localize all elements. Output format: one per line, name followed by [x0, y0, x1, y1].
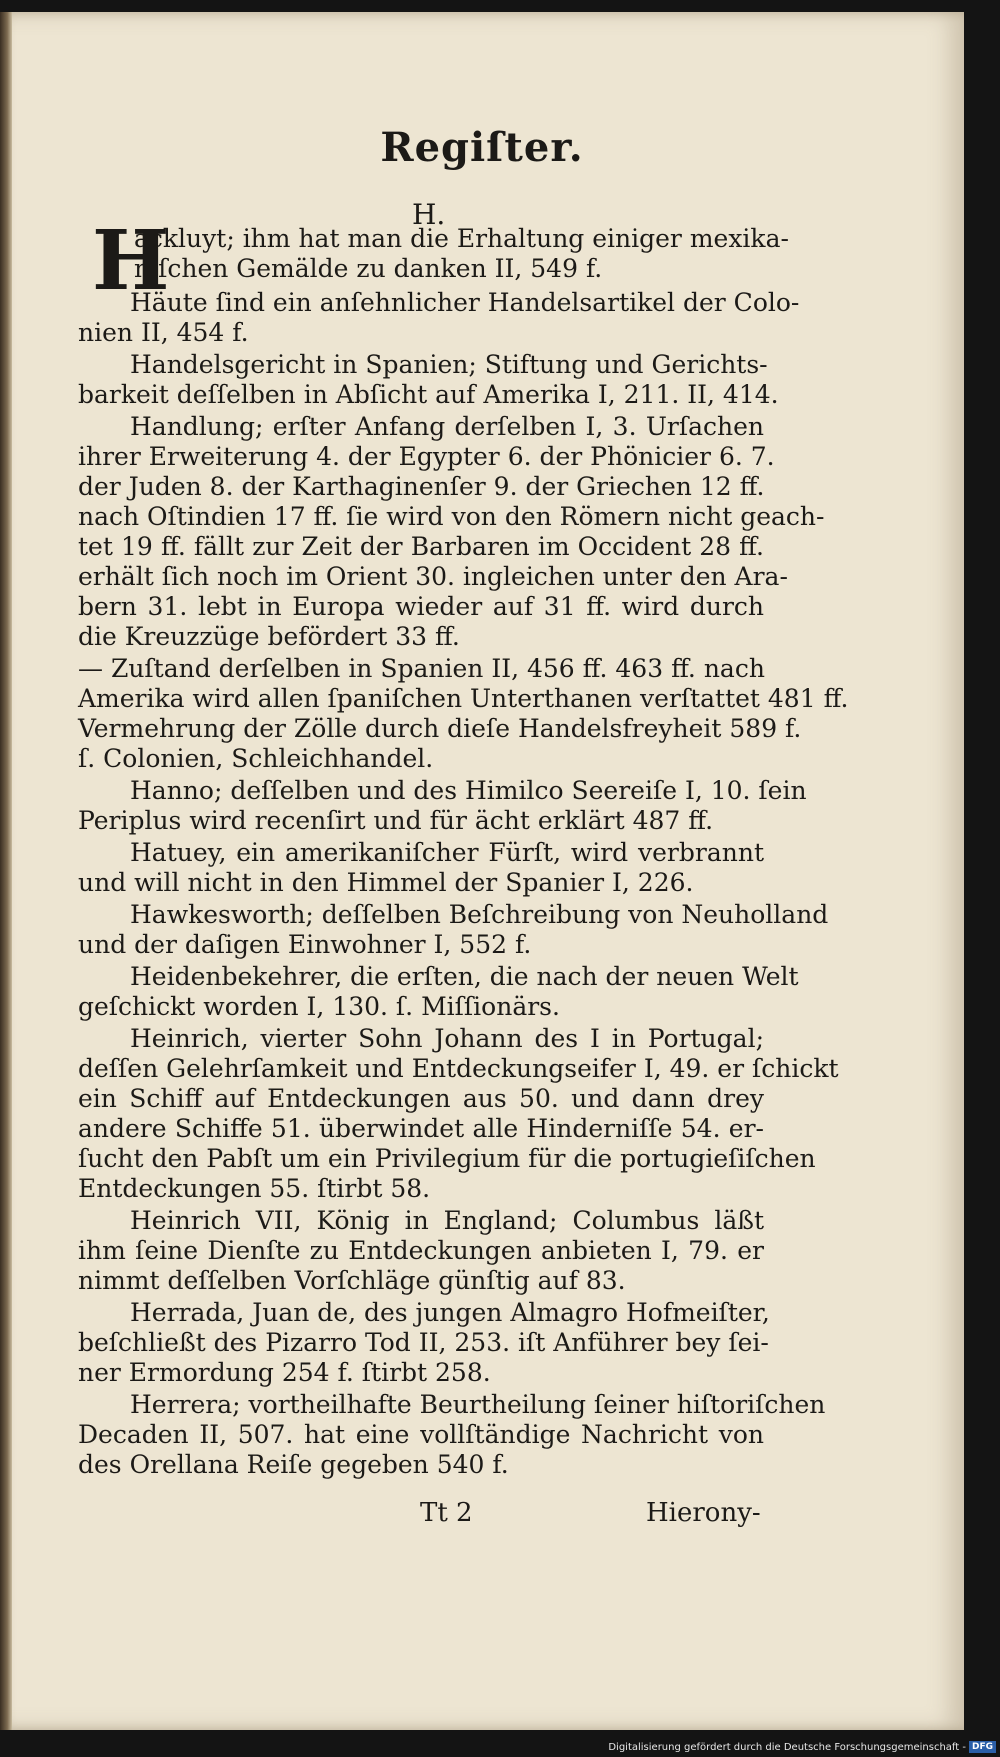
running-title: Regiſter.: [380, 124, 584, 171]
text-line: Decaden II, 507. hat eine vollſtändige Nachricht von: [78, 1420, 764, 1449]
text-line: Heinrich VII, König in England; Columbus läßt: [130, 1206, 764, 1235]
text-line: niſchen Gemälde zu danken II, 549 f.: [134, 254, 603, 283]
text-line: — Zuſtand derſelben in Spanien II, 456 ff. 463 ff. nach: [78, 654, 765, 683]
text-line: Entdeckungen 55. ſtirbt 58.: [78, 1174, 431, 1203]
text-line: ſ. Colonien, Schleichhandel.: [78, 744, 434, 773]
signature-mark: Tt 2: [420, 1498, 473, 1528]
text-line: des Orellana Reiſe gegeben 540 f.: [78, 1450, 509, 1479]
text-line: bern 31. lebt in Europa wieder auf 31 ff. wird durch: [78, 592, 764, 621]
register-entries: [0, 12, 964, 1730]
text-line: Hanno; deſſelben und des Himilco Seereiſe I, 10. ſein: [130, 776, 807, 805]
text-line: beſchließt des Pizarro Tod II, 253. iſt Anführer bey ſei-: [78, 1328, 769, 1357]
text-line: Vermehrung der Zölle durch dieſe Handelsfreyheit 589 f.: [78, 714, 802, 743]
text-line: barkeit deſſelben in Abſicht auf Amerika I, 211. II, 414.: [78, 380, 779, 409]
text-line: nien II, 454 f.: [78, 318, 249, 347]
text-line: nimmt deſſelben Vorſchläge günſtig auf 83.: [78, 1266, 626, 1295]
digitization-credit: [608, 1741, 996, 1753]
text-line: ein Schiff auf Entdeckungen aus 50. und dann drey: [78, 1084, 764, 1113]
book-page: [0, 12, 964, 1730]
text-line: Periplus wird recenſirt und für ächt erklärt 487 ff.: [78, 806, 714, 835]
text-line: Heinrich, vierter Sohn Johann des I in Portugal;: [130, 1024, 764, 1053]
text-line: Herrera; vortheilhafte Beurtheilung ſeiner hiſtoriſchen: [130, 1390, 826, 1419]
credit-text: Digitalisierung gefördert durch die Deutsche Forschungsgemeinschaft -: [608, 1741, 966, 1753]
section-letter: H.: [412, 198, 446, 231]
text-line: ihm ſeine Dienſte zu Entdeckungen anbieten I, 79. er: [78, 1236, 764, 1265]
text-line: geſchickt worden I, 130. ſ. Miſſionärs.: [78, 992, 560, 1021]
page-footer-line: [0, 1498, 964, 1538]
text-line: Hatuey, ein amerikaniſcher Fürſt, wird verbrannt: [130, 838, 764, 867]
text-line: Amerika wird allen ſpaniſchen Unterthanen verſtattet 481 ff.: [78, 684, 849, 713]
text-line: ſucht den Pabſt um ein Privilegium für die portugieſiſchen: [78, 1144, 816, 1173]
text-line: Heidenbekehrer, die erſten, die nach der neuen Welt: [130, 962, 799, 991]
text-line: Häute ſind ein anſehnlicher Handelsartikel der Colo-: [130, 288, 800, 317]
text-line: und will nicht in den Himmel der Spanier I, 226.: [78, 868, 694, 897]
text-line: erhält ſich noch im Orient 30. ingleichen unter den Ara-: [78, 562, 788, 591]
text-line: Hawkesworth; deſſelben Beſchreibung von Neuholland: [130, 900, 829, 929]
text-line: andere Schiffe 51. überwindet alle Hinderniſſe 54. er-: [78, 1114, 764, 1143]
text-line: Handelsgericht in Spanien; Stiftung und Gerichts-: [130, 350, 768, 379]
drop-cap: H: [92, 213, 170, 309]
text-line: und der daſigen Einwohner I, 552 f.: [78, 930, 532, 959]
dfg-logo: DFG: [969, 1741, 996, 1753]
text-line: Handlung; erſter Anfang derſelben I, 3. Urſachen: [130, 412, 764, 441]
text-line: deſſen Gelehrſamkeit und Entdeckungseifer I, 49. er ſchickt: [78, 1054, 839, 1083]
text-line: Herrada, Juan de, des jungen Almagro Hofmeiſter,: [130, 1298, 770, 1327]
text-line: ackluyt; ihm hat man die Erhaltung einiger mexika-: [134, 224, 789, 253]
text-line: ihrer Erweiterung 4. der Egypter 6. der Phönicier 6. 7.: [78, 442, 775, 471]
catchword: Hierony-: [646, 1498, 761, 1528]
text-line: der Juden 8. der Karthaginenſer 9. der Griechen 12 ff.: [78, 472, 765, 501]
text-line: die Kreuzzüge befördert 33 ff.: [78, 622, 460, 651]
text-line: nach Oſtindien 17 ff. ſie wird von den Römern nicht geach-: [78, 502, 825, 531]
text-line: ner Ermordung 254 f. ſtirbt 258.: [78, 1358, 491, 1387]
text-line: tet 19 ff. fällt zur Zeit der Barbaren im Occident 28 ff.: [78, 532, 764, 561]
